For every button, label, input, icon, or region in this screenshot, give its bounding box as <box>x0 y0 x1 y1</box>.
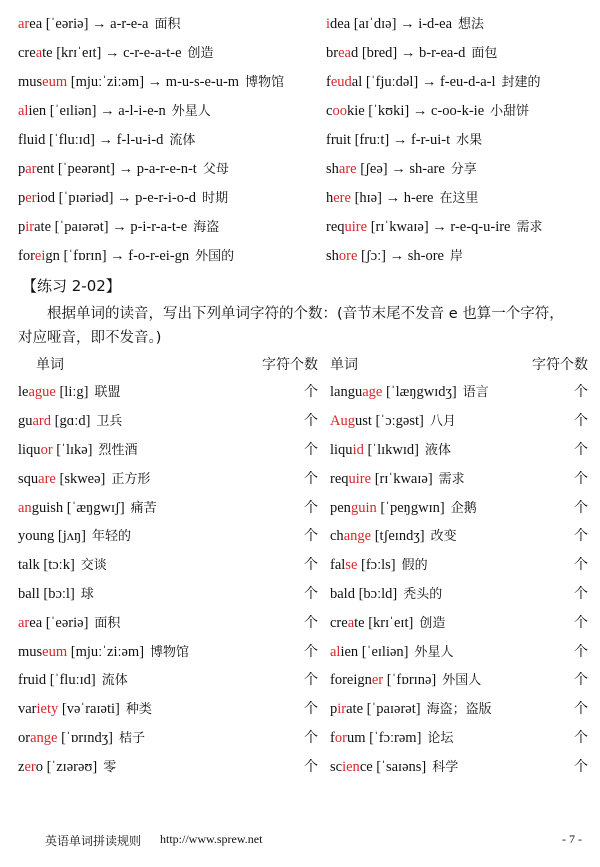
breakdown-right <box>326 245 588 265</box>
table-row <box>18 463 588 492</box>
word-cell-right <box>318 525 530 545</box>
word-cell-right <box>318 439 530 459</box>
word-plain: mus <box>18 643 43 660</box>
table-row <box>18 751 588 780</box>
word-plain: ch <box>330 528 344 545</box>
count-cell-right[interactable]: 个 <box>574 643 588 660</box>
word-meaning: 外星人 <box>414 644 454 660</box>
word-plain: le <box>18 384 29 401</box>
word-cell-right <box>318 727 530 747</box>
footer-url: http://www.sprew.net <box>160 832 263 846</box>
word-plain: p <box>18 160 26 177</box>
word-meaning: 外星人 <box>171 103 211 119</box>
word-highlight: id <box>352 441 364 458</box>
word-highlight: oo <box>332 102 347 119</box>
word-rest: te [krɪˈeɪt] → c-r-e-a-t-e <box>42 44 182 61</box>
word-rest: fruid [ˈfluːɪd] <box>18 672 96 689</box>
word-highlight: ar <box>18 614 30 631</box>
word-meaning: 痛苦 <box>130 500 157 516</box>
word-rest: [ˈlæŋgwɪdʒ] <box>382 384 457 401</box>
table-row <box>18 550 588 579</box>
word-meaning: 企鹅 <box>450 500 477 516</box>
word-highlight: er <box>25 189 37 206</box>
word-plain: var <box>18 701 37 718</box>
breakdown-row <box>18 95 588 124</box>
breakdown-row <box>18 8 588 37</box>
exercise-instruction: 根据单词的读音，写出下列单词字符的个数：(音节末尾不发音 e 也算一个字符，对应哑音，即不发音。) <box>18 306 564 346</box>
breakdown-row <box>18 153 588 182</box>
word-plain: sc <box>330 758 343 775</box>
breakdown-right <box>326 71 588 91</box>
word-cell-left <box>18 669 228 689</box>
word-rest: te [krɪˈeɪt] <box>354 614 414 631</box>
table-row <box>18 636 588 665</box>
word-highlight: uire <box>348 470 372 487</box>
word-cell-right <box>318 468 530 488</box>
page-footer <box>0 832 600 852</box>
word-highlight: ien <box>342 758 360 775</box>
word-highlight: ar <box>25 160 37 177</box>
count-cell-left[interactable]: 个 <box>304 470 318 487</box>
word-plain: req <box>330 470 349 487</box>
word-rest: [hɪə] → h-ere <box>350 189 434 206</box>
count-cell-right[interactable]: 个 <box>574 758 588 775</box>
table-row <box>18 607 588 636</box>
word-meaning: 面积 <box>154 16 181 32</box>
breakdown-left <box>18 42 326 62</box>
word-plain: f <box>330 729 335 746</box>
table-body <box>18 377 588 780</box>
word-meaning: 水果 <box>456 132 483 148</box>
word-meaning: 博物馆 <box>150 644 190 660</box>
count-cell-left[interactable]: 个 <box>304 557 318 574</box>
word-meaning: 创造 <box>419 615 446 631</box>
word-plain: f <box>326 73 331 90</box>
word-rest: ien [ˈeɪliən] → a-l-i-e-n <box>28 102 166 119</box>
word-cell-left <box>18 410 228 430</box>
word-highlight: ar <box>18 15 30 32</box>
word-cell-left <box>18 756 228 776</box>
breakdown-row <box>18 66 588 95</box>
word-cell-left <box>18 554 228 574</box>
header-word-2: 单词 <box>330 357 358 373</box>
count-cell-right[interactable]: 个 <box>574 672 588 689</box>
count-cell-right[interactable]: 个 <box>574 441 588 458</box>
word-highlight: al <box>18 102 29 119</box>
table-row <box>18 406 588 435</box>
word-meaning: 球 <box>80 586 94 602</box>
word-meaning: 岸 <box>449 248 463 264</box>
word-highlight: ir <box>25 218 35 235</box>
word-plain: foreign <box>330 672 372 689</box>
count-cell-left[interactable]: 个 <box>304 672 318 689</box>
breakdown-right <box>326 42 588 62</box>
word-meaning: 想法 <box>458 16 485 32</box>
word-plain: liqu <box>18 441 41 458</box>
word-highlight: eum <box>42 73 68 90</box>
word-meaning: 改变 <box>430 529 457 545</box>
breakdown-left <box>18 13 326 33</box>
word-cell-left <box>18 583 228 603</box>
word-highlight: uire <box>344 218 368 235</box>
breakdown-left <box>18 158 326 178</box>
word-cell-right <box>318 641 530 661</box>
word-cell-right <box>318 410 530 430</box>
word-rest: ust [ˈɔːgəst] <box>354 413 424 430</box>
word-cell-left <box>18 612 228 632</box>
word-rest: [fɔːls] <box>357 557 396 574</box>
word-plain: p <box>18 218 26 235</box>
breakdown-right <box>326 129 588 149</box>
word-plain: sh <box>326 247 339 264</box>
word-cell-left <box>18 497 228 517</box>
table-header <box>18 351 588 377</box>
word-meaning: 需求 <box>516 219 543 235</box>
word-meaning: 时期 <box>202 190 229 206</box>
word-rest: fluid [ˈfluːɪd] → f-l-u-i-d <box>18 131 164 148</box>
word-rest: [liːg] <box>55 384 89 401</box>
count-cell-left[interactable]: 个 <box>304 614 318 631</box>
word-rest: young [jʌŋ] <box>18 528 86 545</box>
table-row <box>18 521 588 550</box>
count-cell-left[interactable]: 个 <box>304 528 318 545</box>
word-highlight: are <box>338 160 357 177</box>
word-highlight: ague <box>28 384 56 401</box>
word-highlight: or <box>40 441 53 458</box>
breakdown-left <box>18 71 326 91</box>
word-meaning: 封建的 <box>501 74 541 90</box>
word-meaning: 零 <box>103 759 117 775</box>
count-cell-left[interactable]: 个 <box>304 384 318 401</box>
word-highlight: age <box>362 384 383 401</box>
page-number: - 7 - <box>562 832 582 846</box>
breakdown-right <box>326 13 588 33</box>
word-meaning: 年轻的 <box>91 529 131 545</box>
word-plain: cre <box>18 44 36 61</box>
word-meaning: 秃头的 <box>403 586 443 602</box>
word-rest: [ˈlɪkwɪd] <box>363 441 420 458</box>
word-rest: guish [ˈæŋgwɪʃ] <box>31 499 125 516</box>
word-meaning: 科学 <box>432 759 459 775</box>
word-meaning: 语言 <box>462 385 489 401</box>
word-highlight: ere <box>333 189 351 206</box>
word-meaning: 液体 <box>425 442 452 458</box>
exercise-table <box>18 351 588 780</box>
count-cell-left[interactable]: 个 <box>304 499 318 516</box>
word-rest: o [ˈzɪərəʊ] <box>35 758 98 775</box>
word-meaning: 联盟 <box>94 385 121 401</box>
word-plain: pen <box>330 499 351 516</box>
header-count-2: 字符个数 <box>532 357 588 373</box>
breakdown-row <box>18 211 588 240</box>
spelling-breakdown-list <box>18 8 588 269</box>
word-cell-right <box>318 756 530 776</box>
word-highlight: se <box>345 557 358 574</box>
word-highlight: ange <box>343 528 372 545</box>
footer-title: 英语单词拼读规则 <box>45 834 142 848</box>
count-cell-right[interactable]: 个 <box>574 528 588 545</box>
word-highlight: ard <box>32 413 52 430</box>
word-meaning: 正方形 <box>111 471 151 487</box>
word-cell-right <box>318 554 530 574</box>
word-rest: bald [bɔːld] <box>330 585 398 602</box>
count-cell-right[interactable]: 个 <box>574 557 588 574</box>
table-row <box>18 377 588 406</box>
word-meaning: 假的 <box>401 558 428 574</box>
word-cell-right <box>318 583 530 603</box>
word-plain: cre <box>330 614 348 631</box>
word-meaning: 面积 <box>94 615 121 631</box>
word-rest: kie [ˈkʊki] → c-oo-k-ie <box>346 102 485 119</box>
word-rest: ent [ˈpeərənt] → p-a-r-e-n-t <box>36 160 197 177</box>
header-count-1: 字符个数 <box>262 357 318 373</box>
word-cell-left <box>18 698 228 718</box>
word-highlight: a <box>347 614 355 631</box>
word-meaning: 创造 <box>187 45 214 61</box>
word-rest: [ˈlɪkə] <box>52 441 93 458</box>
count-cell-right[interactable]: 个 <box>574 585 588 602</box>
count-cell-right[interactable]: 个 <box>574 614 588 631</box>
word-rest: [gɑːd] <box>51 413 91 430</box>
word-meaning: 烈性酒 <box>98 442 138 458</box>
word-rest: [ˈfɒrɪnə] <box>383 672 437 689</box>
count-cell-left[interactable]: 个 <box>304 729 318 746</box>
word-meaning: 论坛 <box>427 730 454 746</box>
word-meaning: 流体 <box>169 132 196 148</box>
word-rest: [ˈɒrɪndʒ] <box>57 729 113 746</box>
count-cell-left[interactable]: 个 <box>304 643 318 660</box>
word-rest: [mjuːˈziːəm] → m-u-s-e-u-m <box>67 73 240 90</box>
word-plain: or <box>18 729 31 746</box>
word-plain: liqu <box>330 441 353 458</box>
breakdown-left <box>18 216 326 236</box>
word-highlight: eum <box>42 643 68 660</box>
table-row <box>18 723 588 752</box>
word-plain: h <box>326 189 334 206</box>
breakdown-right <box>326 187 588 207</box>
word-plain: gu <box>18 413 33 430</box>
word-plain: z <box>18 758 25 775</box>
word-rest: [rɪˈkwaɪə] <box>371 470 433 487</box>
word-plain: req <box>326 218 345 235</box>
table-row <box>18 665 588 694</box>
word-meaning: 八月 <box>429 414 456 430</box>
count-cell-left[interactable]: 个 <box>304 701 318 718</box>
word-meaning: 海盗；盗版 <box>426 702 492 718</box>
word-plain: for <box>18 247 35 264</box>
word-meaning: 小甜饼 <box>490 103 530 119</box>
breakdown-right <box>326 216 588 236</box>
count-cell-left[interactable]: 个 <box>304 758 318 775</box>
word-highlight: ir <box>337 701 347 718</box>
word-highlight: guin <box>350 499 377 516</box>
word-cell-right <box>318 612 530 632</box>
count-cell-right[interactable]: 个 <box>574 413 588 430</box>
breakdown-right <box>326 158 588 178</box>
word-meaning: 面包 <box>471 45 498 61</box>
breakdown-left <box>18 187 326 207</box>
word-cell-right <box>318 497 530 517</box>
breakdown-right <box>326 100 588 120</box>
word-meaning: 在这里 <box>439 190 479 206</box>
word-plain: br <box>326 44 339 61</box>
word-rest: ea [ˈeəriə] <box>29 614 89 631</box>
count-cell-left[interactable]: 个 <box>304 585 318 602</box>
word-meaning: 外国的 <box>195 248 235 264</box>
word-plain: c <box>326 102 333 119</box>
word-cell-left <box>18 468 228 488</box>
breakdown-row <box>18 124 588 153</box>
word-plain: mus <box>18 73 43 90</box>
word-cell-right <box>318 669 530 689</box>
count-cell-left[interactable]: 个 <box>304 413 318 430</box>
word-cell-left <box>18 641 228 661</box>
word-cell-left <box>18 525 228 545</box>
word-plain: langu <box>330 384 363 401</box>
word-meaning: 父母 <box>202 161 229 177</box>
word-cell-right <box>318 381 530 401</box>
word-rest: ball [bɔːl] <box>18 585 75 602</box>
word-meaning: 外国人 <box>442 673 482 689</box>
word-rest: um [ˈfɔːrəm] <box>346 729 422 746</box>
word-plain: sh <box>326 160 339 177</box>
word-rest: fruit [fruːt] → f-r-ui-t <box>326 131 451 148</box>
word-meaning: 海盗 <box>193 219 220 235</box>
word-cell-right <box>318 698 530 718</box>
count-cell-right[interactable]: 个 <box>574 384 588 401</box>
count-cell-left[interactable]: 个 <box>304 441 318 458</box>
word-rest: [mjuːˈziːəm] <box>67 643 145 660</box>
word-rest: dea [aɪˈdɪə] → i-d-ea <box>330 15 452 32</box>
word-cell-left <box>18 439 228 459</box>
word-meaning: 流体 <box>101 673 128 689</box>
breakdown-left <box>18 129 326 149</box>
word-highlight: Aug <box>330 413 355 430</box>
count-cell-right[interactable]: 个 <box>574 729 588 746</box>
word-highlight: ei <box>34 247 46 264</box>
word-rest: [tʃeɪndʒ] <box>371 528 425 545</box>
breakdown-left <box>18 100 326 120</box>
word-rest: [ʃeə] → sh-are <box>356 160 445 177</box>
word-meaning: 交谈 <box>80 558 107 574</box>
word-meaning: 分享 <box>450 161 477 177</box>
count-cell-right[interactable]: 个 <box>574 499 588 516</box>
word-rest: [rɪˈkwaɪə] → r-e-q-u-ire <box>367 218 511 235</box>
count-cell-right[interactable]: 个 <box>574 470 588 487</box>
word-cell-left <box>18 727 228 747</box>
word-meaning: 种类 <box>125 702 152 718</box>
word-meaning: 需求 <box>438 471 465 487</box>
word-highlight: al <box>330 643 341 660</box>
word-highlight: are <box>38 470 56 487</box>
table-row <box>18 694 588 723</box>
table-row <box>18 579 588 608</box>
word-highlight: or <box>334 729 347 746</box>
word-rest: ien [ˈeɪliən] <box>340 643 409 660</box>
word-rest: iod [ˈpɪəriəd] → p-e-r-i-o-d <box>36 189 197 206</box>
breakdown-left <box>18 245 326 265</box>
breakdown-row <box>18 37 588 66</box>
exercise-title: 【练习 2-02】 <box>22 277 121 295</box>
breakdown-row <box>18 240 588 269</box>
word-cell-left <box>18 381 228 401</box>
word-rest: talk [tɔːk] <box>18 557 75 574</box>
word-highlight: er <box>24 758 36 775</box>
word-highlight: eud <box>330 73 352 90</box>
word-rest: ate [ˈpaɪərət] → p-i-r-a-t-e <box>34 218 188 235</box>
word-highlight: ea <box>338 44 351 61</box>
word-rest: [ˈpeŋgwɪn] <box>376 499 445 516</box>
table-row <box>18 492 588 521</box>
word-highlight: iety <box>36 701 59 718</box>
word-highlight: ore <box>338 247 358 264</box>
word-highlight: er <box>371 672 384 689</box>
word-rest: al [ˈfjuːdəl] → f-eu-d-a-l <box>351 73 496 90</box>
word-rest: ce [ˈsaɪəns] <box>359 758 427 775</box>
word-plain: fal <box>330 557 346 574</box>
word-rest: ate [ˈpaɪərət] <box>346 701 421 718</box>
word-plain: squ <box>18 470 39 487</box>
word-highlight: i <box>326 15 331 32</box>
word-rest: d [bred] → b-r-ea-d <box>350 44 466 61</box>
count-cell-right[interactable]: 个 <box>574 701 588 718</box>
word-meaning: 桔子 <box>118 730 145 746</box>
word-rest: [skweə] <box>55 470 106 487</box>
word-rest: [vəˈraɪəti] <box>58 701 120 718</box>
breakdown-row <box>18 182 588 211</box>
word-rest: ea [ˈeəriə] → a-r-e-a <box>29 15 149 32</box>
word-rest: gn [ˈfɒrɪn] → f-o-r-ei-gn <box>45 247 190 264</box>
word-rest: [ʃɔː] → sh-ore <box>357 247 444 264</box>
word-plain: p <box>18 189 26 206</box>
table-row <box>18 435 588 464</box>
word-highlight: ange <box>30 729 58 746</box>
word-meaning: 博物馆 <box>245 74 285 90</box>
word-plain: p <box>330 701 338 718</box>
header-word-1: 单词 <box>36 357 64 373</box>
word-highlight: a <box>35 44 43 61</box>
word-meaning: 卫兵 <box>96 414 123 430</box>
word-highlight: an <box>18 499 32 516</box>
